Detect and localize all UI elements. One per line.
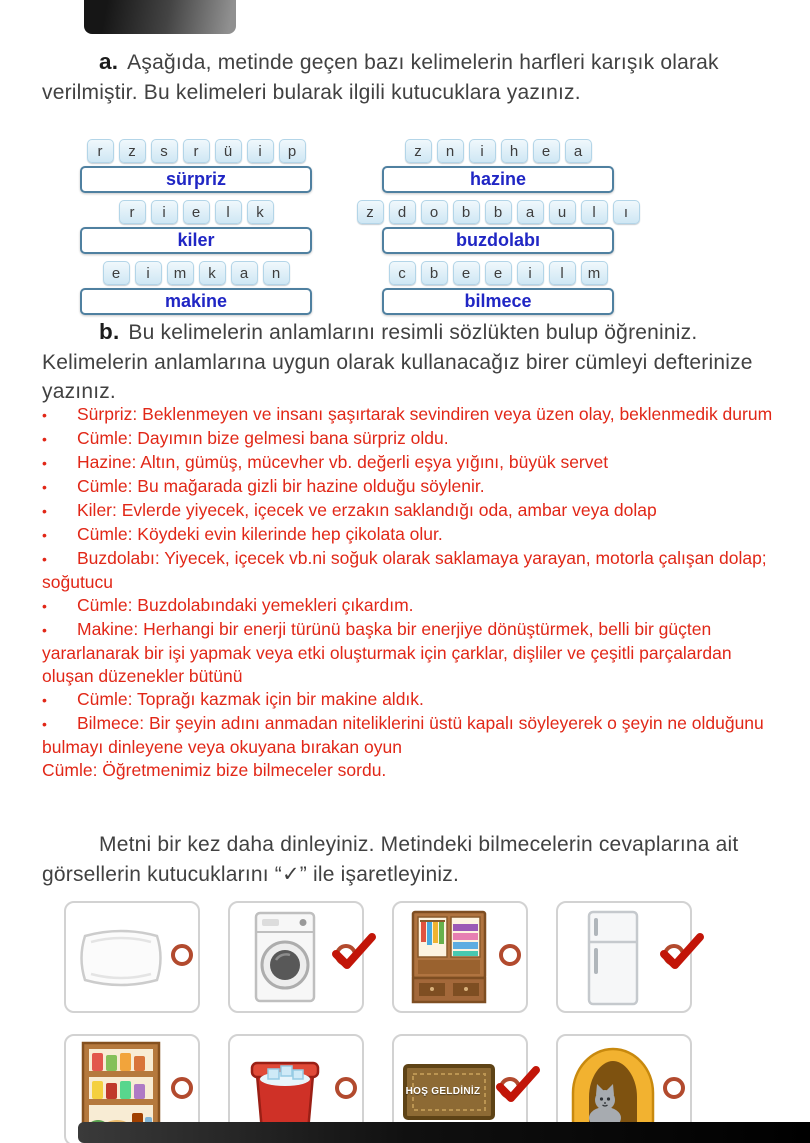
answer-box-sürpriz[interactable]: sürpriz <box>80 166 312 193</box>
bullet-icon: • <box>42 455 47 471</box>
section-a-paragraph <box>42 47 774 107</box>
letter-tile: e <box>533 139 560 163</box>
letter-tile: i <box>151 200 178 224</box>
answer-line-1 <box>42 403 784 427</box>
bullet-icon: • <box>42 479 47 495</box>
picture-card-washing-machine <box>228 901 364 1013</box>
answer-text: Hazine: Altın, gümüş, mücevher vb. değerli eşya yığını, büyük servet <box>77 452 609 472</box>
letter-tile: z <box>357 200 384 224</box>
letter-tile: i <box>247 139 274 163</box>
picture-card-refrigerator <box>556 901 692 1013</box>
washing-machine-icon <box>234 907 336 1009</box>
puzzle-hazine <box>382 139 614 193</box>
letter-tile: s <box>151 139 178 163</box>
letter-tile: i <box>469 139 496 163</box>
letter-tile: n <box>263 261 290 285</box>
letter-tile: i <box>517 261 544 285</box>
answer-text: Cümle: Dayımın bize gelmesi bana sürpriz oldu. <box>77 428 449 448</box>
answer-box-makine[interactable]: makine <box>80 288 312 315</box>
listening-instruction: Metni bir kez daha dinleyiniz. Metindeki bilmecelerin cevaplarına ait görsellerin kutucuklarını “✓” ile işaretleyiniz. <box>42 833 739 886</box>
scrambled-letter-row <box>405 139 592 163</box>
section-b-instruction: Bu kelimelerin anlamlarını resimli sözlükten bulup öğreniniz. Kelimelerin anlamlarına uygun olarak kullanacağız birer cümleyi defterinize yazınız. <box>42 321 753 403</box>
letter-tile: m <box>167 261 194 285</box>
checkmark-icon <box>331 932 377 970</box>
picture-card-wardrobe <box>392 901 528 1013</box>
answer-box-buzdolabı[interactable]: buzdolabı <box>382 227 614 254</box>
answer-text: Kiler: Evlerde yiyecek, içecek ve erzakın saklandığı oda, ambar veya dolap <box>77 500 657 520</box>
letter-tile: ü <box>215 139 242 163</box>
doormat-text: HOŞ GELDİNİZ <box>405 1086 481 1097</box>
puzzle-sürpriz <box>80 139 312 193</box>
answer-line-8 <box>42 594 784 618</box>
letter-tile: a <box>231 261 258 285</box>
refrigerator-icon <box>562 907 664 1009</box>
answer-text: Cümle: Köydeki evin kilerinde hep çikolata olur. <box>77 524 443 544</box>
answer-text: Buzdolabı: Yiyecek, içecek vb.ni soğuk olarak saklamaya yarayan, motorla çalışan dolap; soğutucu <box>42 548 767 592</box>
scrambled-letter-row <box>103 261 290 285</box>
puzzle-kiler <box>80 200 312 254</box>
letter-tile: b <box>421 261 448 285</box>
bullet-icon: • <box>42 503 47 519</box>
letter-tile: b <box>453 200 480 224</box>
scrambled-letter-row <box>87 139 306 163</box>
letter-tile: z <box>119 139 146 163</box>
letter-tile: h <box>501 139 528 163</box>
scrambled-letter-row <box>389 261 608 285</box>
answer-line-9 <box>42 618 784 688</box>
letter-tile: r <box>119 200 146 224</box>
checkmark-icon <box>495 1065 541 1103</box>
letter-tile: m <box>581 261 608 285</box>
answer-checkbox-refrigerator[interactable] <box>663 944 685 966</box>
answer-text: Cümle: Öğretmenimiz bize bilmeceler sordu. <box>42 760 387 780</box>
answer-line-7 <box>42 547 784 594</box>
letter-tile: p <box>279 139 306 163</box>
scrambled-letter-row <box>119 200 274 224</box>
picture-grid <box>64 901 692 1143</box>
bullet-icon: • <box>42 527 47 543</box>
letter-tile: e <box>103 261 130 285</box>
pillow-icon <box>70 907 172 1009</box>
answer-text: Sürpriz: Beklenmeyen ve insanı şaşırtarak sevindiren veya üzen olay, beklenmedik durum <box>77 404 773 424</box>
answer-line-11 <box>42 712 784 759</box>
answer-text: Bilmece: Bir şeyin adını anmadan niteliklerini üstü kapalı söyleyerek o şeyin ne olduğunu bulmayı dinleyene veya okuyana bırakan oyun <box>42 713 764 757</box>
section-a-instruction: Aşağıda, metinde geçen bazı kelimelerin harfleri karışık olarak verilmiştir. Bu kelimeleri bularak ilgili kutucuklara yazınız. <box>42 51 719 104</box>
answer-line-6 <box>42 523 784 547</box>
section-b-label: b. <box>99 319 120 344</box>
bullet-icon: • <box>42 551 47 567</box>
bullet-icon: • <box>42 692 47 708</box>
letter-tile: b <box>485 200 512 224</box>
answer-checkbox-wardrobe[interactable] <box>499 944 521 966</box>
word-puzzle-grid <box>80 139 629 315</box>
bullet-icon: • <box>42 716 47 732</box>
answer-box-kiler[interactable]: kiler <box>80 227 312 254</box>
answer-line-12 <box>42 759 784 782</box>
letter-tile: ı <box>613 200 640 224</box>
answer-line-10 <box>42 688 784 712</box>
puzzle-buzdolabı <box>366 200 629 254</box>
letter-tile: n <box>437 139 464 163</box>
answer-line-4 <box>42 475 784 499</box>
letter-tile: a <box>565 139 592 163</box>
letter-tile: l <box>581 200 608 224</box>
answer-line-5 <box>42 499 784 523</box>
answer-box-hazine[interactable]: hazine <box>382 166 614 193</box>
answer-box-bilmece[interactable]: bilmece <box>382 288 614 315</box>
answer-checkbox-cat-house[interactable] <box>663 1077 685 1099</box>
answer-text: Makine: Herhangi bir enerji türünü başka bir enerjiye dönüştürmek, belli bir güçten yararlanarak bir işi yapmak veya etki oluşturmak için çarklar, dişliler ve çeşitli parçalardan oluşan düzenekler bütünü <box>42 619 732 686</box>
dictionary-answers <box>42 403 784 782</box>
letter-tile: l <box>549 261 576 285</box>
answer-checkbox-doormat[interactable] <box>499 1077 521 1099</box>
puzzle-makine <box>80 261 312 315</box>
wardrobe-icon <box>398 907 500 1009</box>
picture-card-pillow <box>64 901 200 1013</box>
letter-tile: e <box>453 261 480 285</box>
letter-tile: o <box>421 200 448 224</box>
top-corner-decoration <box>84 0 236 34</box>
bottom-page-decoration <box>78 1122 810 1143</box>
answer-checkbox-pantry[interactable] <box>171 1077 193 1099</box>
letter-tile: z <box>405 139 432 163</box>
answer-checkbox-washing-machine[interactable] <box>335 944 357 966</box>
letter-tile: i <box>135 261 162 285</box>
bullet-icon: • <box>42 598 47 614</box>
letter-tile: k <box>247 200 274 224</box>
letter-tile: e <box>485 261 512 285</box>
section-a-label: a. <box>99 49 119 74</box>
bullet-icon: • <box>42 431 47 447</box>
letter-tile: a <box>517 200 544 224</box>
letter-tile: l <box>215 200 242 224</box>
checkmark-icon <box>659 932 705 970</box>
answer-text: Cümle: Buzdolabındaki yemekleri çıkardım. <box>77 595 414 615</box>
puzzle-bilmece <box>382 261 614 315</box>
letter-tile: e <box>183 200 210 224</box>
bullet-icon: • <box>42 622 47 638</box>
answer-checkbox-pillow[interactable] <box>171 944 193 966</box>
letter-tile: d <box>389 200 416 224</box>
answer-line-3 <box>42 451 784 475</box>
letter-tile: u <box>549 200 576 224</box>
bullet-icon: • <box>42 407 47 423</box>
answer-checkbox-cooler[interactable] <box>335 1077 357 1099</box>
letter-tile: k <box>199 261 226 285</box>
letter-tile: r <box>183 139 210 163</box>
section-b-paragraph <box>42 317 774 407</box>
answer-text: Cümle: Toprağı kazmak için bir makine aldık. <box>77 689 424 709</box>
scrambled-letter-row <box>357 200 640 224</box>
letter-tile: c <box>389 261 416 285</box>
answer-text: Cümle: Bu mağarada gizli bir hazine olduğu söylenir. <box>77 476 485 496</box>
answer-line-2 <box>42 427 784 451</box>
letter-tile: r <box>87 139 114 163</box>
